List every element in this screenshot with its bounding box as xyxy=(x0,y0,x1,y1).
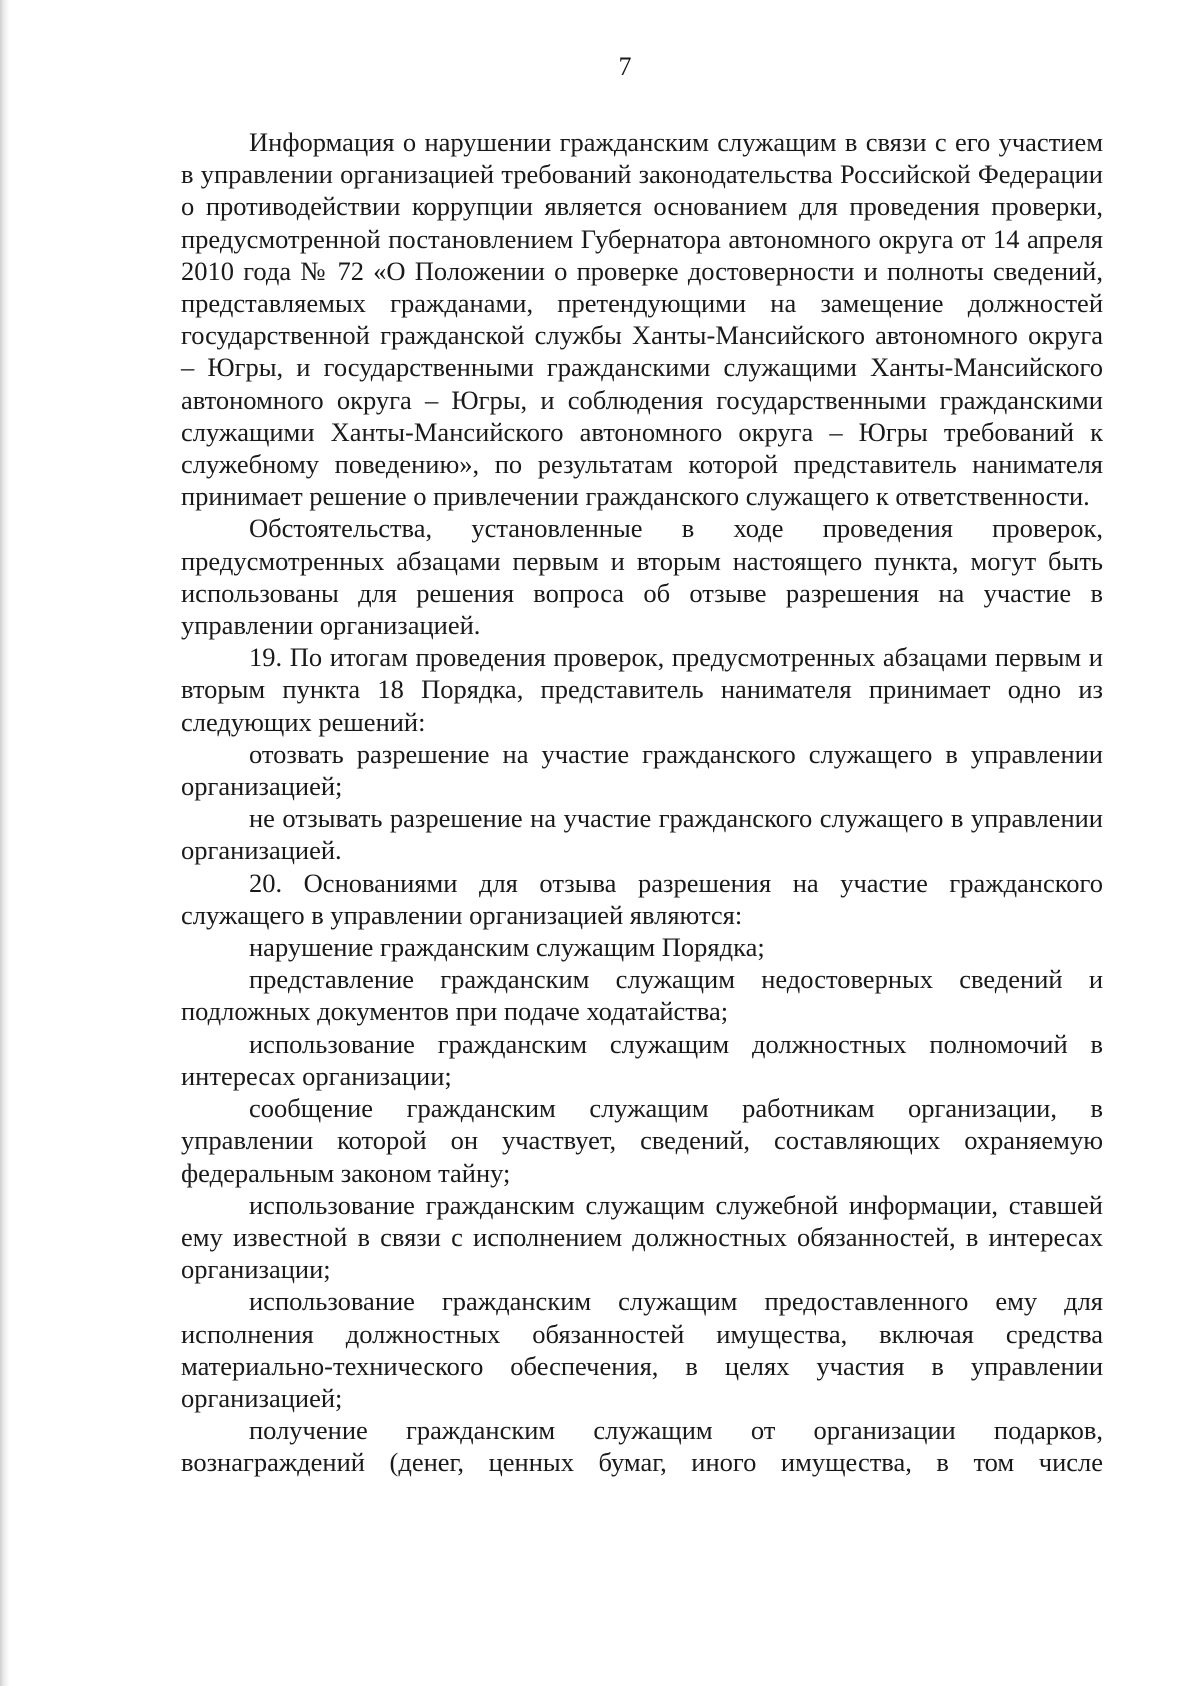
paragraph-violation-information: Информация о нарушении гражданским служащим в связи с его участием в управлении организацией требований законодательства Российской Федерации о противодействии коррупции является основанием для проведения проверки, предусмотренной постановлением Губернатора автономного округа от 14 апреля 2010 года № 72 «О Положении о проверке достоверности и полноты сведений, представляемых гражданами, претендующими на замещение должностей государственной гражданской службы Ханты-Мансийского автономного округа – Югры, и государственными гражданскими служащими Ханты-Мансийского автономного округа – Югры, и соблюдения государственными гражданскими служащими Ханты-Мансийского автономного округа – Югры требований к служебному поведению», по результатам которой представитель нанимателя принимает решение о привлечении гражданского служащего к ответственности. xyxy=(181,127,1103,512)
list-item-receiving-gifts: получение гражданским служащим от организации подарков, вознаграждений (денег, ценных бумаг, иного имущества, в том числе xyxy=(181,1415,1103,1478)
list-item-procedure-violation: нарушение гражданским служащим Порядка; xyxy=(249,932,765,963)
list-item-false-information: представление гражданским служащим недостоверных сведений и подложных документов при подаче ходатайства; xyxy=(181,964,1103,1027)
paragraph-decision-keep: не отзывать разрешение на участие гражданского служащего в управлении организацией. xyxy=(181,803,1103,866)
scan-edge xyxy=(0,0,10,1686)
list-item-use-of-authority: использование гражданским служащим должностных полномочий в интересах организации; xyxy=(181,1028,1103,1091)
paragraph-item-19: 19. По итогам проведения проверок, предусмотренных абзацами первым и вторым пункта 18 Порядка, представитель нанимателя принимает одно из следующих решений: xyxy=(181,642,1103,737)
list-item-use-of-property: использование гражданским служащим предоставленного ему для исполнения должностных обязанностей имущества, включая средства материально-технического обеспечения, в целях участия в управлении организацией; xyxy=(181,1286,1103,1413)
document-body xyxy=(181,126,1103,1479)
paragraph-decision-revoke: отозвать разрешение на участие гражданского служащего в управлении организацией; xyxy=(181,738,1103,802)
paragraph-item-20: 20. Основаниями для отзыва разрешения на участие гражданского служащего в управлении организацией являются: xyxy=(181,867,1103,930)
paragraph-circumstances: Обстоятельства, установленные в ходе проведения проверок, предусмотренных абзацами первым и вторым настоящего пункта, могут быть использованы для решения вопроса об отзыве разрешения на участие в управлении организацией. xyxy=(181,513,1103,641)
list-item-disclosure-of-secret: сообщение гражданским служащим работникам организации, в управлении которой он участвует, сведений, составляющих охраняемую федеральным законом тайну; xyxy=(181,1093,1103,1188)
page-number: 7 xyxy=(618,52,632,81)
list-item-use-of-service-information: использование гражданским служащим служебной информации, ставшей ему известной в связи с исполнением должностных обязанностей, в интересах организации; xyxy=(181,1189,1103,1285)
